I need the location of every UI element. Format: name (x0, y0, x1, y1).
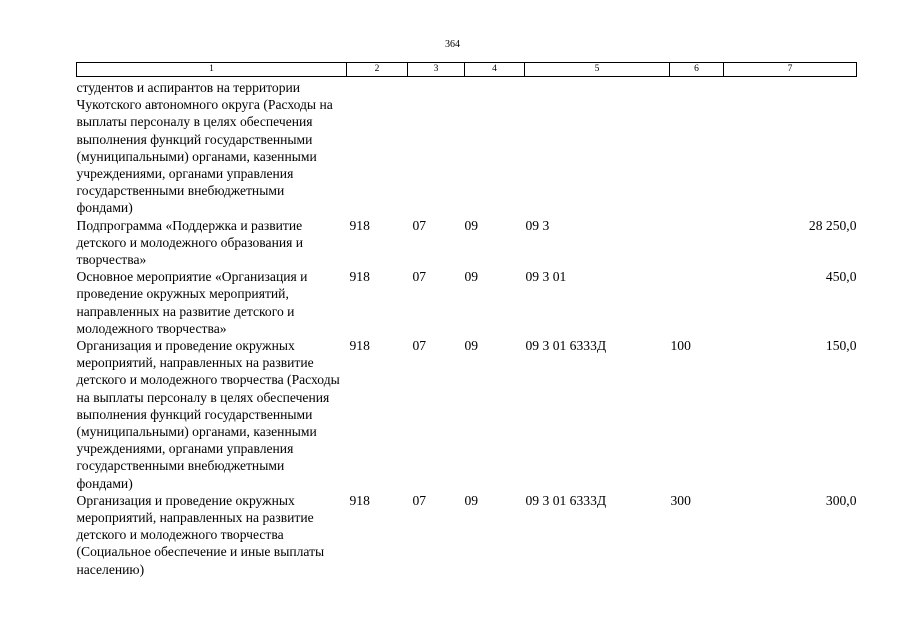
row-name: Организация и проведение окружных мероприятий, направленных на развитие детского и молодежного творчества (Социальное обеспечение и иные выплаты населению) (76, 492, 325, 577)
header-col-2: 2 (347, 63, 408, 77)
row-amount: 300,0 (825, 492, 857, 508)
row-name: Основное мероприятие «Организация и проведение окружных мероприятий, направленных на развитие детского и молодежного творчества» (76, 269, 308, 336)
row-target-article: 09 3 01 (525, 269, 567, 285)
row-section: 07 (412, 217, 427, 233)
table-row (77, 337, 857, 492)
row-expense-type: 100 (670, 338, 691, 354)
row-target-article: 09 3 01 6333Д (525, 338, 607, 354)
table-row (77, 217, 857, 269)
row-subsection (465, 77, 525, 217)
header-col-6: 6 (670, 63, 724, 77)
row-subsection: 09 (464, 338, 479, 354)
table-row (77, 492, 857, 578)
row-subsection: 09 (464, 492, 479, 508)
row-target-article (525, 77, 670, 217)
row-name: Подпрограмма «Поддержка и развитие детского и молодежного образования и творчества» (76, 217, 304, 268)
header-col-1: 1 (77, 63, 347, 77)
row-ministry: 918 (349, 492, 370, 508)
row-section: 07 (412, 338, 427, 354)
row-section (408, 77, 465, 217)
table-row (77, 268, 857, 337)
row-amount: 28 250,0 (808, 217, 857, 233)
row-expense-type (670, 268, 724, 337)
row-amount (724, 77, 857, 217)
header-col-5: 5 (525, 63, 670, 77)
row-name: Организация и проведение окружных мероприятий, направленных на развитие детского и молодежного творчества (Расходы на выплаты персоналу в целях обеспечения выполнения функций государственными (муниципальными) органами, казенными учреждениями, органами управления государственными внебюджетными фондами) (76, 338, 340, 491)
row-ministry: 918 (349, 338, 370, 354)
header-row (77, 63, 857, 77)
row-expense-type (670, 217, 724, 269)
page-number: 364 (445, 39, 460, 50)
table-header (77, 63, 857, 77)
row-name: студентов и аспирантов на территории Чукотского автономного округа (Расходы на выплаты персоналу в целях обеспечения выполнения функций государственными (муниципальными) органами, казенными учреждениями, органами управления государственными внебюджетными фондами) (76, 80, 333, 216)
row-subsection: 09 (464, 217, 479, 233)
row-target-article: 09 3 (525, 217, 550, 233)
header-col-7: 7 (724, 63, 857, 77)
row-section: 07 (412, 492, 427, 508)
header-col-4: 4 (465, 63, 525, 77)
table-row (77, 77, 857, 217)
row-expense-type: 300 (670, 492, 691, 508)
row-amount: 450,0 (825, 269, 857, 285)
row-ministry: 918 (349, 217, 370, 233)
table-body (77, 77, 857, 578)
row-target-article: 09 3 01 6333Д (525, 492, 607, 508)
header-col-3: 3 (408, 63, 465, 77)
row-expense-type (670, 77, 724, 217)
row-section: 07 (412, 269, 427, 285)
budget-table (76, 62, 857, 578)
row-amount: 150,0 (825, 338, 857, 354)
row-ministry (347, 77, 408, 217)
row-subsection: 09 (464, 269, 479, 285)
row-ministry: 918 (349, 269, 370, 285)
